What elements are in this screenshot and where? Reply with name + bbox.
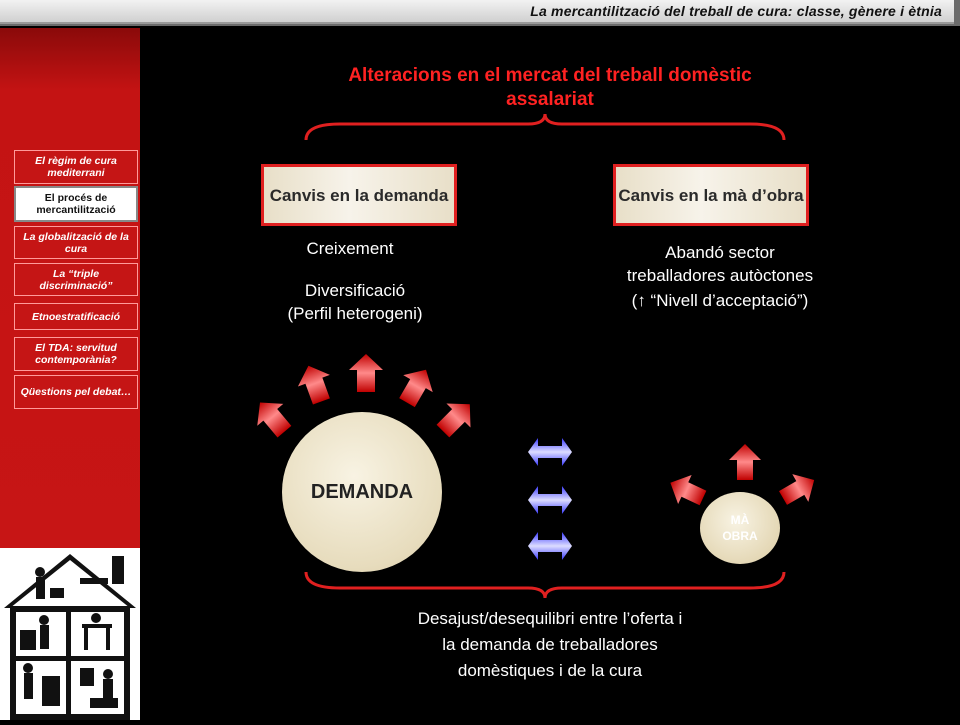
- sidebar-item-globalitzacio[interactable]: La globalització de la cura: [14, 226, 138, 259]
- demand-changes-box: Canvis en la demanda: [261, 164, 457, 226]
- conclusion-line-3: domèstiques i de la cura: [457, 661, 643, 680]
- labor-changes-box: Canvis en la mà d’obra: [613, 164, 809, 226]
- labor-arrow-left: [664, 468, 710, 512]
- conclusion-line-2: la demanda de treballadores: [442, 635, 658, 654]
- sidebar-item-etnoestratificacio[interactable]: Etnoestratificació: [14, 303, 138, 330]
- labor-point-native-workers: treballadores autòctones: [626, 266, 814, 285]
- bottom-brace: [300, 568, 790, 602]
- house-illustration: [0, 548, 140, 720]
- labor-point-abandon: Abandó sector: [665, 243, 775, 262]
- main-heading: Alteracions en el mercat del treball domèstic assalariat: [348, 65, 752, 110]
- sidebar-item-triple-discriminacio[interactable]: La “triple discriminació”: [14, 263, 138, 296]
- sidebar-item-tda-servitud[interactable]: El TDA: servitud contemporània?: [14, 337, 138, 371]
- labor-arrow-right: [775, 466, 822, 512]
- sidebar-item-questions-debat[interactable]: Qüestions pel debat…: [14, 375, 138, 409]
- house-icon: [0, 548, 140, 720]
- demand-point-growth: Creixement: [306, 239, 394, 258]
- conclusion-text: [330, 606, 770, 684]
- labor-circle-line-1: MÀ: [730, 513, 750, 527]
- labor-circle: [700, 492, 780, 564]
- demand-arrow-1: [247, 392, 297, 443]
- demand-circle: DEMANDA: [282, 412, 442, 572]
- demand-point-profile: (Perfil heterogeni): [287, 304, 423, 323]
- sidebar-item-proces-mercantilitzacio[interactable]: El procés de mercantilització: [14, 186, 138, 222]
- demand-point-diversification: Diversificació: [304, 281, 406, 300]
- presentation-title: La mercantilització del treball de cura: classe, gènere i ètnia: [530, 3, 942, 19]
- title-bar-panel: [0, 0, 954, 24]
- double-arrow-1: [528, 438, 572, 466]
- equilibrium-arrows: [528, 438, 576, 566]
- labor-arrow-up: [729, 444, 761, 480]
- demand-arrow-3: [349, 354, 383, 392]
- demand-arrow-5: [431, 392, 482, 443]
- title-bar: [0, 0, 960, 26]
- double-arrow-3: [528, 532, 572, 560]
- demand-arrow-2: [292, 360, 337, 407]
- top-brace: [300, 112, 790, 144]
- conclusion-line-1: Desajust/desequilibri entre l’oferta i: [417, 609, 683, 628]
- demand-arrow-4: [392, 361, 440, 411]
- labor-point-acceptance: (↑ “Nivell d’acceptació”): [631, 291, 809, 310]
- labor-circle-line-2: OBRA: [722, 529, 758, 543]
- sidebar: [0, 28, 140, 548]
- sidebar-item-regim-cura[interactable]: El règim de cura mediterrani: [14, 150, 138, 184]
- double-arrow-2: [528, 486, 572, 514]
